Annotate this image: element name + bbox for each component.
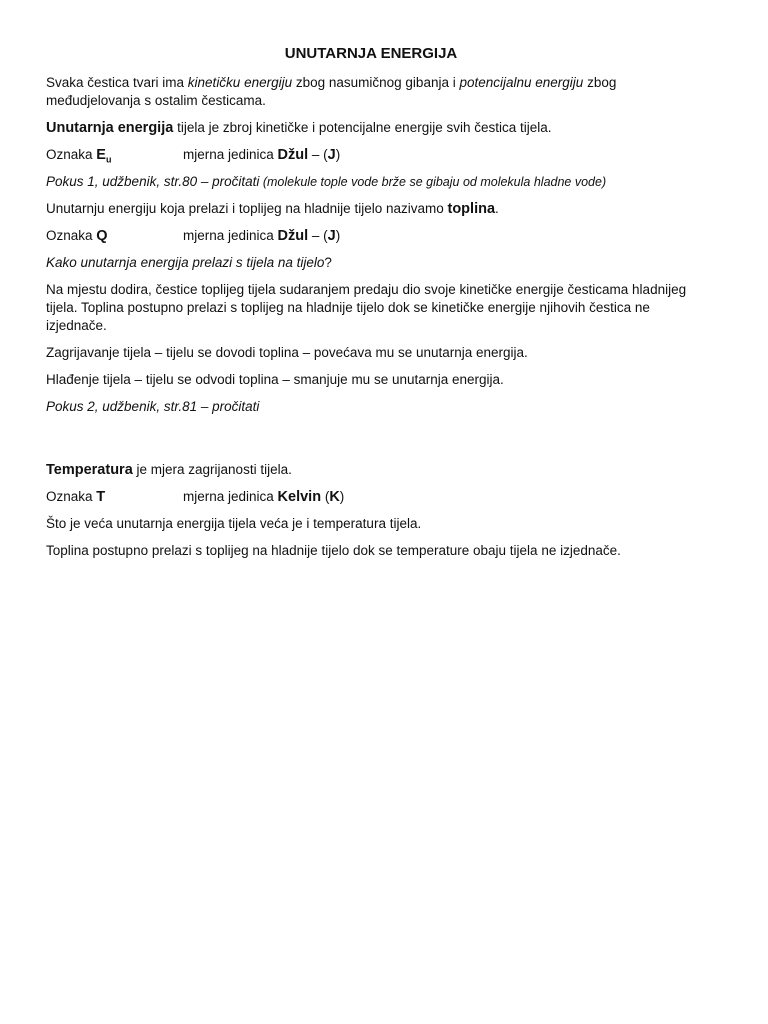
symbol-e: E — [96, 147, 106, 163]
document-title: UNUTARNJA ENERGIJA — [284, 45, 458, 62]
unit-symbol: J — [327, 228, 336, 244]
text: Oznaka — [46, 147, 97, 162]
symbol-row-q — [46, 227, 696, 245]
symbol-subscript: u — [105, 154, 112, 165]
text: ) — [335, 147, 341, 162]
text: ) — [335, 228, 341, 243]
unit-name: Džul — [277, 228, 309, 244]
symbol-row-t — [46, 488, 696, 506]
text: Oznaka — [46, 489, 97, 504]
symbol-row-eu — [46, 146, 696, 164]
unit-symbol: K — [329, 489, 340, 505]
text: – ( — [308, 228, 328, 243]
unit-label — [183, 146, 340, 164]
experiment-comment: (molekule tople vode brže se gibaju od molekula hladne vode) — [259, 175, 607, 189]
unit-symbol: J — [327, 147, 336, 163]
text: mjerna jedinica — [183, 228, 278, 243]
text: . — [495, 201, 499, 216]
potential-energy-term: potencijalnu energiju — [459, 75, 584, 90]
text: Oznaka — [46, 228, 97, 243]
symbol-q: Q — [96, 228, 108, 244]
paragraph-contact: Na mjestu dodira, čestice toplijeg tijela sudaranjem predaju dio svoje kinetičke energije česticama hladnijeg tijela. Toplina postupno prelazi s toplijeg na hladnije tijelo dok se kinetičke energije njihovih čestica ne izjednače. — [46, 282, 687, 333]
paragraph-heat-definition — [46, 200, 696, 218]
symbol-label — [46, 488, 183, 506]
text: mjerna jedinica — [183, 489, 278, 504]
paragraph-equalization: Toplina postupno prelazi s toplijeg na hladnije tijelo dok se temperature obaju tijela ne izjednače. — [46, 543, 621, 558]
heat-term: toplina — [447, 201, 496, 217]
paragraph-cooling: Hlađenje tijela – tijelu se odvodi toplina – smanjuje mu se unutarnja energija. — [46, 372, 504, 387]
symbol-label — [46, 146, 183, 164]
question-mark: ? — [324, 255, 332, 270]
internal-energy-term: Unutarnja energija — [46, 120, 174, 136]
paragraph-heating: Zagrijavanje tijela – tijelu se dovodi toplina – povećava mu se unutarnja energija. — [46, 345, 528, 360]
question-text: Kako unutarnja energija prelazi s tijela na tijelo — [46, 255, 325, 270]
text: mjerna jedinica — [183, 147, 278, 162]
text: ) — [339, 489, 345, 504]
spacer — [46, 425, 696, 461]
text: zbog međudjelovanja s ostalim česticama. — [46, 75, 617, 108]
paragraph-particles — [46, 74, 696, 110]
text: je mjera zagrijanosti tijela. — [132, 462, 292, 477]
kinetic-energy-term: kinetičku energiju — [187, 75, 293, 90]
paragraph-temperature-definition — [46, 461, 696, 479]
temperature-term: Temperatura — [46, 462, 133, 478]
text: – ( — [308, 147, 328, 162]
experiment-note-2: Pokus 2, udžbenik, str.81 – pročitati — [46, 399, 260, 414]
paragraph-internal-energy-definition — [46, 119, 696, 137]
unit-name: Kelvin — [277, 489, 322, 505]
symbol-label — [46, 227, 183, 245]
unit-label — [183, 227, 340, 245]
paragraph-energy-temperature: Što je veća unutarnja energija tijela veća je i temperatura tijela. — [46, 516, 422, 531]
unit-label — [183, 488, 344, 506]
experiment-reference: Pokus 1, udžbenik, str.80 – pročitati — [46, 174, 260, 189]
question-line — [46, 254, 696, 272]
text: ( — [321, 489, 330, 504]
experiment-note-1 — [46, 173, 696, 191]
document-body — [46, 44, 696, 569]
symbol-t: T — [96, 489, 106, 505]
text: zbog nasumičnog gibanja i — [292, 75, 460, 90]
text: tijela je zbroj kinetičke i potencijalne energije svih čestica tijela. — [173, 120, 552, 135]
unit-name: Džul — [277, 147, 309, 163]
text: Unutarnju energiju koja prelazi i toplijeg na hladnije tijelo nazivamo — [46, 201, 448, 216]
text: Svaka čestica tvari ima — [46, 75, 188, 90]
